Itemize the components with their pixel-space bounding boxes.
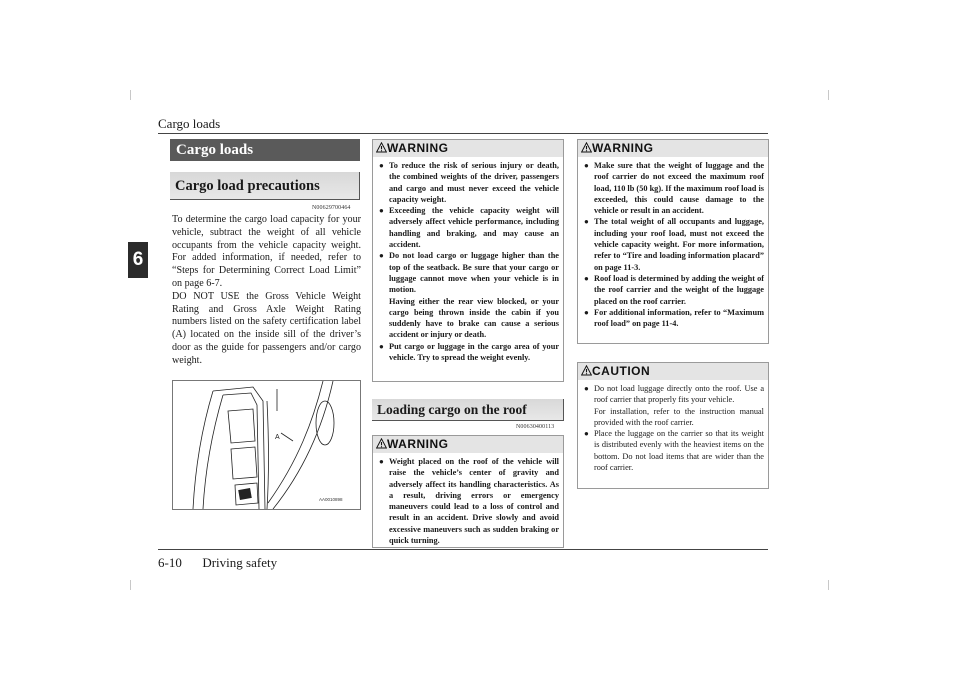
warning-box — [372, 435, 564, 548]
crop-mark — [828, 580, 829, 590]
page-number: 6-10 — [158, 555, 182, 570]
warning-label: WARNING — [387, 437, 449, 451]
body-text — [172, 214, 361, 368]
warning-triangle-icon — [376, 438, 387, 449]
list-item: ● Roof load is determined by adding the weight of the roof carrier and the weight of the luggage placed on the roof carrier. — [584, 273, 764, 307]
caution-box — [577, 362, 769, 489]
subsection-heading: Loading cargo on the roof — [372, 399, 564, 421]
warning-list — [373, 453, 563, 550]
footer-section: Driving safety — [202, 555, 278, 570]
reference-code: N00629700464 — [312, 205, 351, 211]
warning-box — [372, 139, 564, 382]
crop-mark — [130, 90, 131, 100]
crop-mark — [828, 90, 829, 100]
list-item: ● The total weight of all occupants and luggage, including your roof load, must not exceed the vehicle capacity weight. For more information, refer to “Tire and loading information placard” on page 11-3. — [584, 216, 764, 272]
warning-list — [373, 157, 563, 367]
paragraph: To determine the cargo load capacity for your vehicle, subtract the weight of all vehicle occupants from the vehicle capacity weight. For added information, if needed, refer to “Steps for Determining Correct Load Limit” on page 6-7. — [172, 214, 361, 289]
caution-list — [578, 380, 768, 477]
warning-label: WARNING — [592, 141, 654, 155]
list-item: ● Weight placed on the roof of the vehicle will raise the vehicle’s center of gravity and adversely affect its handling characteristics. As a result, driving errors or emergency maneuvers could lead to a loss of control and result in an accident. Drive slowly and avoid excessive maneuvers such as sudden braking or quick turning. — [379, 456, 559, 546]
list-item: ● Place the luggage on the carrier so that its weight is distributed evenly with the heaviest items on the bottom. Do not load items that are wider than the roof carrier. — [584, 428, 764, 473]
caution-header — [578, 363, 768, 380]
list-item: ● To reduce the risk of serious injury or death, the combined weights of the driver, passengers and cargo and must never exceed the vehicle capacity weight. — [379, 160, 559, 205]
list-item: ● Do not load luggage directly onto the roof. Use a roof carrier that properly fits your vehicle. For installation, refer to the instruction manual provided with the roof carrier. — [584, 383, 764, 428]
header-rule — [158, 133, 768, 134]
warning-box — [577, 139, 769, 344]
running-footer — [158, 555, 277, 571]
section-heading: Cargo loads — [170, 139, 360, 161]
warning-list — [578, 157, 768, 333]
warning-header — [373, 436, 563, 453]
list-item: ● For additional information, refer to “Maximum roof load” on page 11-4. — [584, 307, 764, 330]
warning-header — [578, 140, 768, 157]
caution-triangle-icon — [581, 365, 592, 376]
door-sill-illustration — [172, 380, 361, 510]
figure-code: AA0010898 — [319, 497, 343, 502]
paragraph: DO NOT USE the Gross Vehicle Weight Rating and Gross Axle Weight Rating numbers listed on the safety certification label (A) located on the inside sill of the driver’s door as the guide for passengers and/or cargo weight. — [172, 290, 361, 366]
warning-header — [373, 140, 563, 157]
figure-callout: A — [275, 434, 280, 441]
chapter-tab: 6 — [128, 242, 148, 278]
warning-label: WARNING — [387, 141, 449, 155]
warning-triangle-icon — [376, 142, 387, 153]
list-item: ● Put cargo or luggage in the cargo area of your vehicle. Try to spread the weight evenly. — [379, 341, 559, 364]
list-item: ● Do not load cargo or luggage higher than the top of the seatback. Be sure that your cargo or luggage cannot move when your vehicle is in motion. Having either the rear view blocked, or your cargo being thrown inside the cabin if you suddenly have to brake can cause a serious accident or injury or death. — [379, 250, 559, 340]
footer-rule — [158, 549, 768, 550]
crop-mark — [130, 580, 131, 590]
warning-triangle-icon — [581, 142, 592, 153]
list-item: ● Make sure that the weight of luggage and the roof carrier do not exceed the maximum roof load, 110 lb (50 kg). If the maximum roof load is exceeded, this could cause damage to the vehicle or result in an accident. — [584, 160, 764, 216]
reference-code: N00630400113 — [516, 424, 555, 430]
running-header-title: Cargo loads — [158, 116, 221, 131]
subsection-heading: Cargo load precautions — [170, 172, 360, 200]
door-sill-drawing — [173, 381, 360, 509]
list-item: ● Exceeding the vehicle capacity weight will adversely affect vehicle performance, including handling and braking, and may cause an accident. — [379, 205, 559, 250]
caution-label: CAUTION — [592, 364, 651, 378]
